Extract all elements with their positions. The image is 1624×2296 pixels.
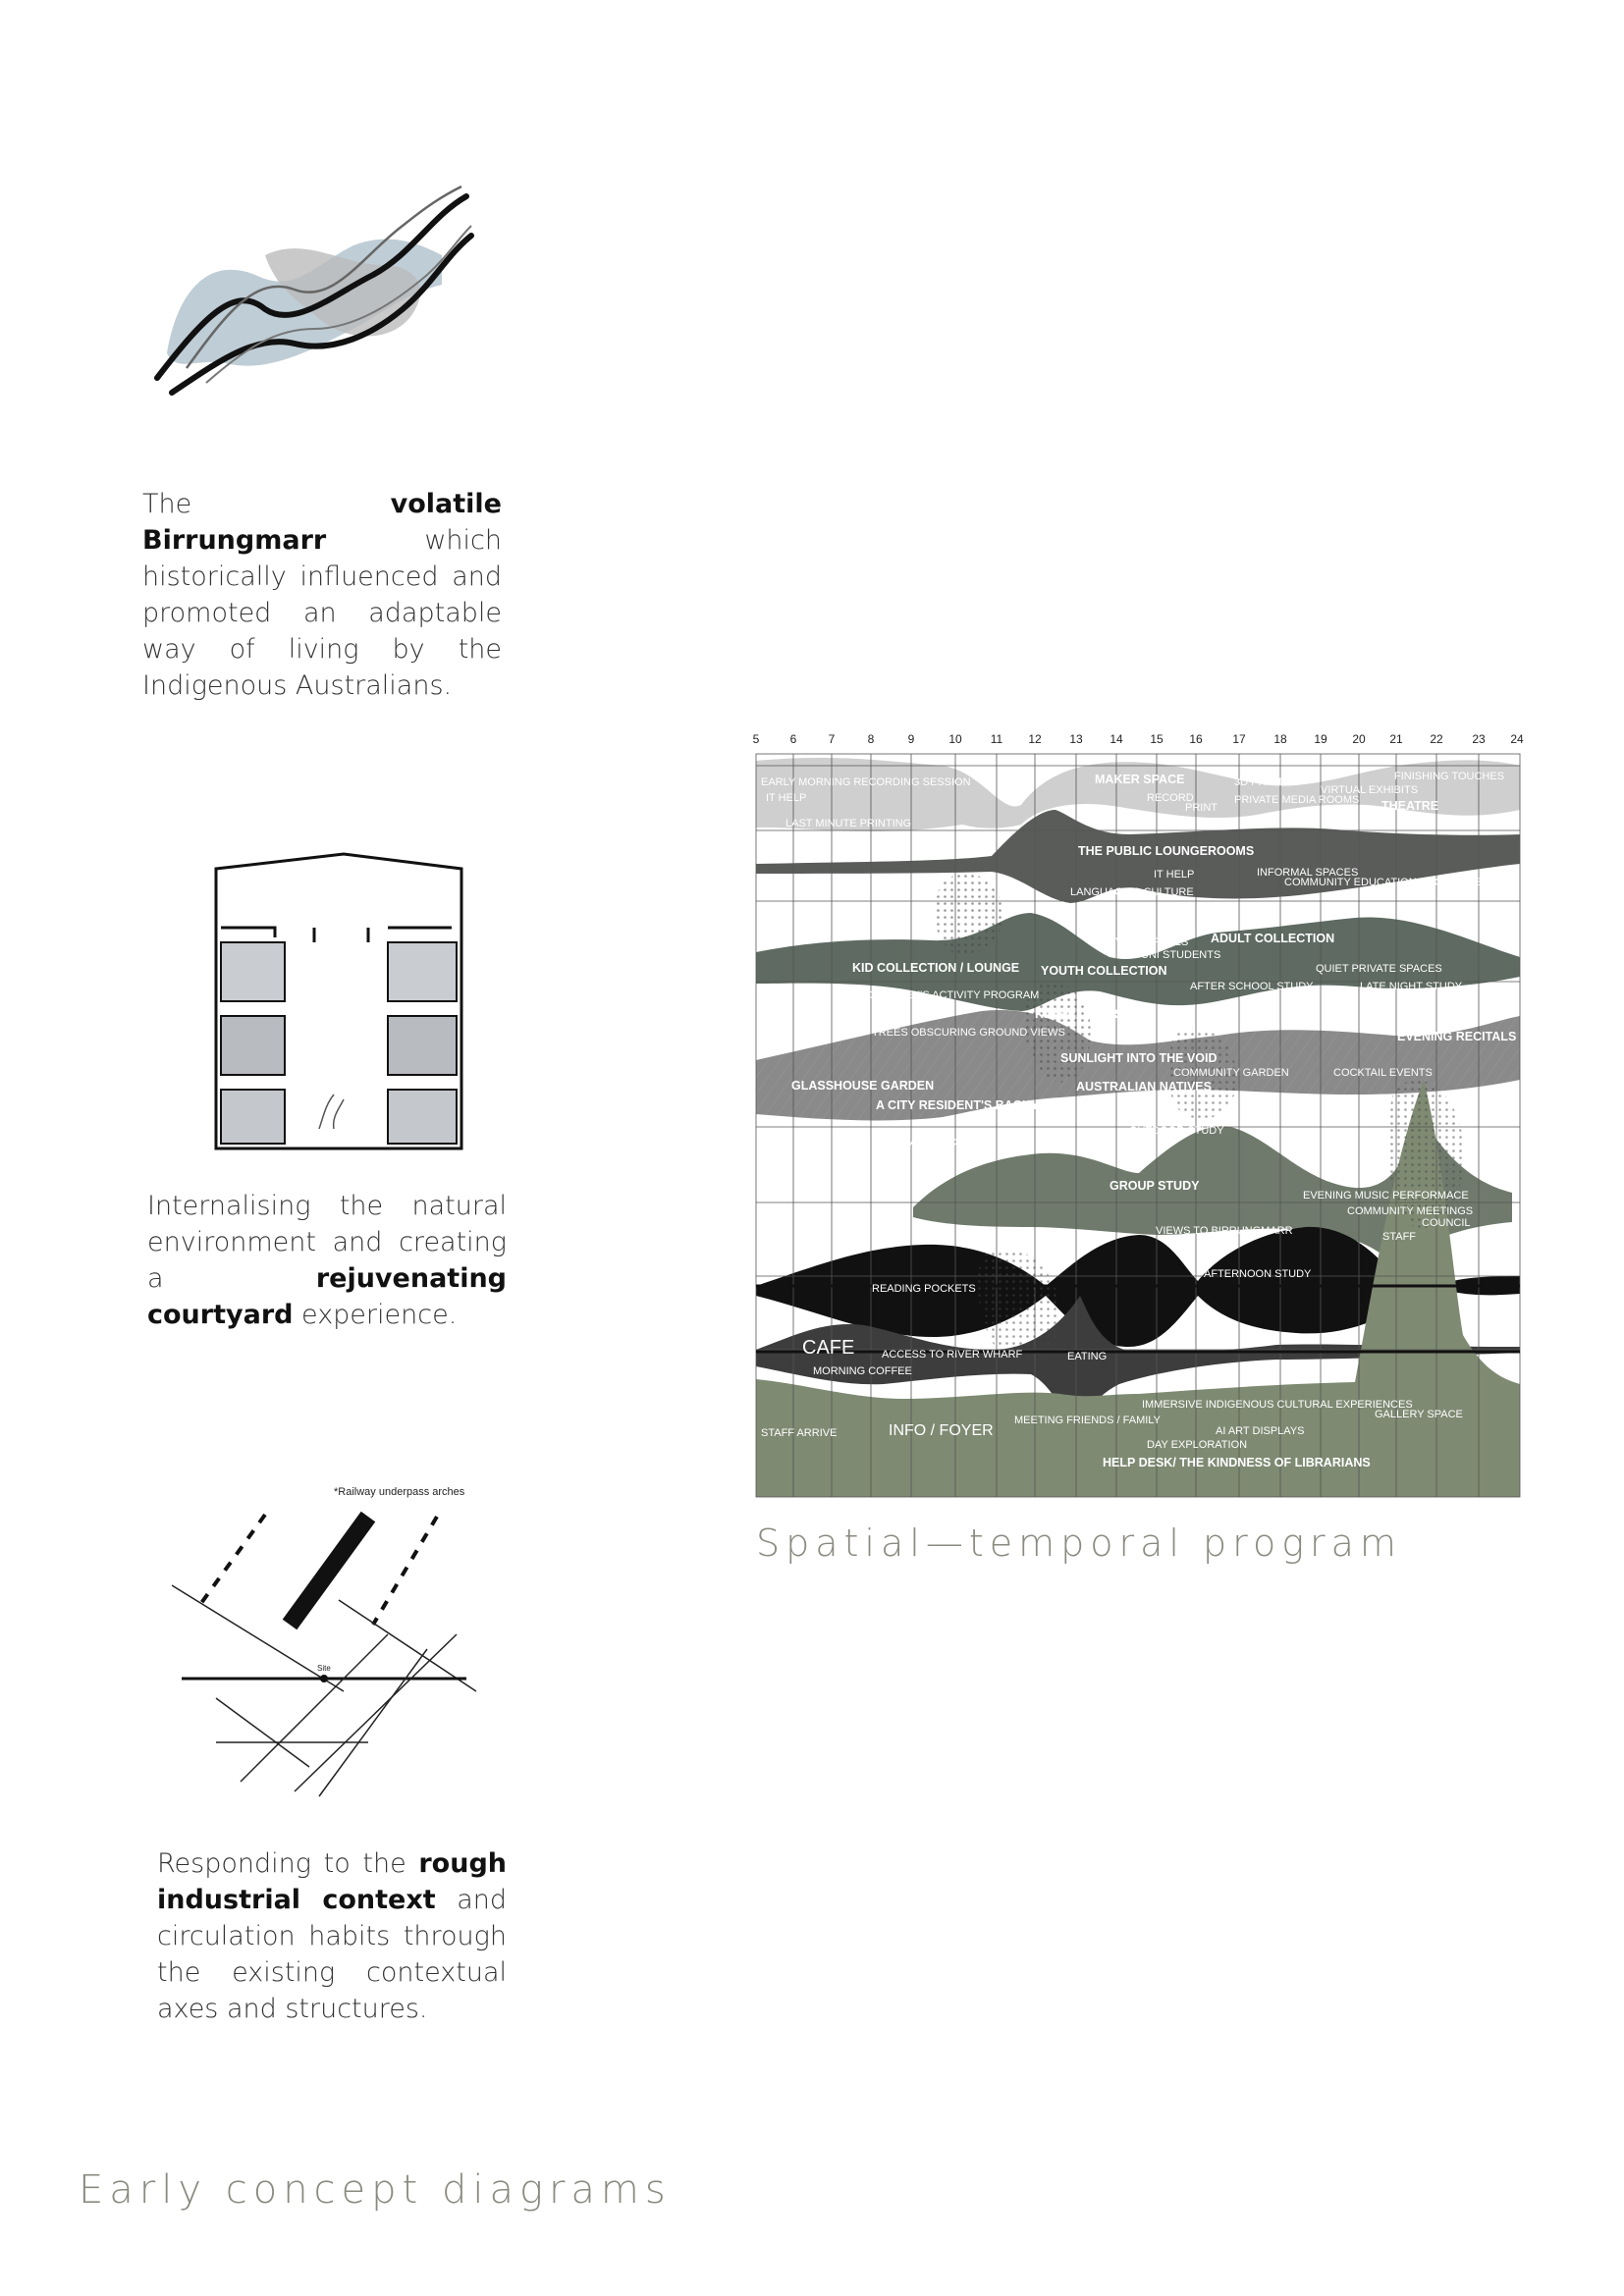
hour-label: 24: [1510, 732, 1524, 746]
program-label: LAST MINUTE PRINTING: [785, 818, 912, 829]
hour-label: 21: [1389, 732, 1403, 746]
program-label: FINISHING TOUCHES: [1394, 771, 1505, 782]
program-label: STAFF: [1382, 1231, 1417, 1243]
program-label: YOUTH COLLECTION: [1041, 964, 1167, 978]
bold-phrase: rough industrial context: [157, 1848, 507, 1915]
program-label: PRIVATE SPACES: [1098, 936, 1189, 948]
site-label: Site: [317, 1664, 331, 1673]
program-label: MORNING COFFEE: [813, 1365, 912, 1377]
program-label: TREES OBSCURING GROUND VIEWS: [872, 1027, 1065, 1039]
program-label: HELP DESK/ THE KINDNESS OF LIBRARIANS: [1103, 1456, 1371, 1469]
spatial-temporal-diagram: [746, 726, 1532, 1512]
hour-label: 15: [1150, 732, 1164, 746]
hour-label: 11: [990, 732, 1003, 746]
hour-label: 14: [1110, 732, 1123, 746]
paragraph-industrial: Responding to the rough industrial context and circulation habits through the existing contextual axes and structures.: [157, 1848, 507, 2024]
paragraph-courtyard: Internalising the natural environment and creating a rejuvenating courtyard experience.: [147, 1191, 507, 1330]
program-label: COMMUNITY GARDEN: [1173, 1067, 1289, 1079]
program-label: AFTERNOON STUDY: [1204, 1268, 1312, 1280]
program-label: GALLERY SPACE: [1375, 1409, 1463, 1420]
program-label: DAY EXPLORATION: [1147, 1439, 1248, 1451]
courtyard-sketch: [177, 834, 501, 1158]
hour-label: 8: [867, 732, 875, 746]
program-label: LATE NIGHT STUDY: [1360, 981, 1463, 992]
hour-label: 20: [1352, 732, 1366, 746]
footer-title: Early concept diagrams: [79, 2167, 672, 2213]
hour-label: 10: [948, 732, 962, 746]
hour-label: 9: [907, 732, 915, 746]
program-label: READING POCKETS: [872, 1283, 976, 1295]
railway-annotation: *Railway underpass arches: [334, 1486, 465, 1498]
program-label: GLASSHOUSE GARDEN: [791, 1079, 935, 1093]
program-label: CHILDREN'S ACTIVITY PROGRAM: [865, 989, 1040, 1001]
program-label: THEATRE: [1381, 799, 1439, 813]
bold-phrase: rejuvenating courtyard: [147, 1263, 507, 1330]
program-label: PRINT: [1185, 802, 1218, 814]
program-label: INFORMAL SPACES: [1257, 867, 1359, 879]
program-label: EVENING MUSIC PERFORMACE: [1303, 1190, 1469, 1201]
program-label: EARLY MORNING RECORDING SESSION: [761, 776, 971, 788]
program-label: MEETING FRIENDS / FAMILY: [1014, 1415, 1161, 1426]
program-label: LANGUAGE & CULTURE: [1070, 886, 1194, 898]
program-label: VIEWS TO BIRRUNGMARR: [1156, 1225, 1293, 1237]
program-label: VIRTUAL EXHIBITS: [1321, 784, 1419, 796]
program-label: COMMUNITY EDUCATION PROGRAMS: [1284, 877, 1483, 888]
program-label: COCKTAIL EVENTS: [1333, 1067, 1433, 1079]
hour-label: 18: [1273, 732, 1287, 746]
hour-label: 5: [752, 732, 760, 746]
program-label: IT HELP: [766, 792, 807, 804]
program-label: AI ART DISPLAYS: [1216, 1425, 1305, 1437]
program-label: EATING: [1067, 1351, 1108, 1362]
program-label: GROUP STUDY: [1110, 1179, 1200, 1193]
program-label: KIDS EXPLORATION: [1035, 1007, 1156, 1021]
hour-label: 7: [828, 732, 836, 746]
program-label: AUSTRALIAN NATIVES: [1076, 1080, 1212, 1094]
hour-label: 6: [789, 732, 797, 746]
program-label: A CITY RESIDENT'S BACKYARD: [876, 1098, 1065, 1112]
program-label: AFTER SCHOOL STUDY: [1190, 981, 1314, 992]
program-label: THE PUBLIC LOUNGEROOMS: [1078, 844, 1255, 858]
bold-phrase: volatile Birrungmarr: [142, 489, 502, 556]
hour-label: 23: [1472, 732, 1486, 746]
program-label: KID COLLECTION / LOUNGE: [852, 961, 1020, 975]
river-sketch: [147, 137, 481, 422]
program-label: RECORD: [1147, 792, 1194, 804]
railway-sketch: [172, 1477, 506, 1801]
program-label: OUTDOOR STUDY: [1129, 1125, 1224, 1137]
program-label: UNI STUDENTS: [1141, 949, 1221, 961]
program-label: INFO / FOYER: [889, 1422, 994, 1439]
program-label: CAFE: [802, 1337, 855, 1359]
program-label: ACCESS TO RIVER WHARF: [882, 1349, 1023, 1361]
program-label: COMMUNITY MEETINGS: [1347, 1205, 1474, 1217]
hour-label: 22: [1430, 732, 1443, 746]
program-label: 3D PRINT: [1234, 776, 1284, 788]
program-label: EVENING RECITALS: [1397, 1030, 1517, 1043]
program-caption: Spatial—temporal program: [756, 1522, 1402, 1565]
hour-axis: [753, 732, 1524, 746]
hour-label: 17: [1232, 732, 1246, 746]
program-label: PRIVATE MEDIA ROOMS: [1234, 794, 1360, 806]
program-label: ADULT COLLECTION: [1211, 932, 1335, 945]
program-label: IT HELP: [1154, 869, 1195, 881]
hour-label: 19: [1314, 732, 1327, 746]
program-label: COUNCIL: [1422, 1217, 1471, 1229]
hour-label: 13: [1069, 732, 1083, 746]
paragraph-birrungmarr: The volatile Birrungmarr which historically influenced and promoted an adaptable way of living by the Indigenous Australians.: [142, 489, 502, 701]
program-label: STAFF ARRIVE: [761, 1427, 838, 1439]
program-label: PRIVATE ALCOVES: [889, 1137, 987, 1148]
program-label: SUNLIGHT INTO THE VOID: [1060, 1051, 1218, 1065]
hour-label: 16: [1189, 732, 1203, 746]
program-label: MAKER SPACE: [1095, 773, 1185, 786]
program-label: QUIET PRIVATE SPACES: [1316, 963, 1442, 975]
hour-label: 12: [1028, 732, 1042, 746]
program-label: IMMERSIVE INDIGENOUS CULTURAL EXPERIENCES: [1142, 1399, 1413, 1411]
